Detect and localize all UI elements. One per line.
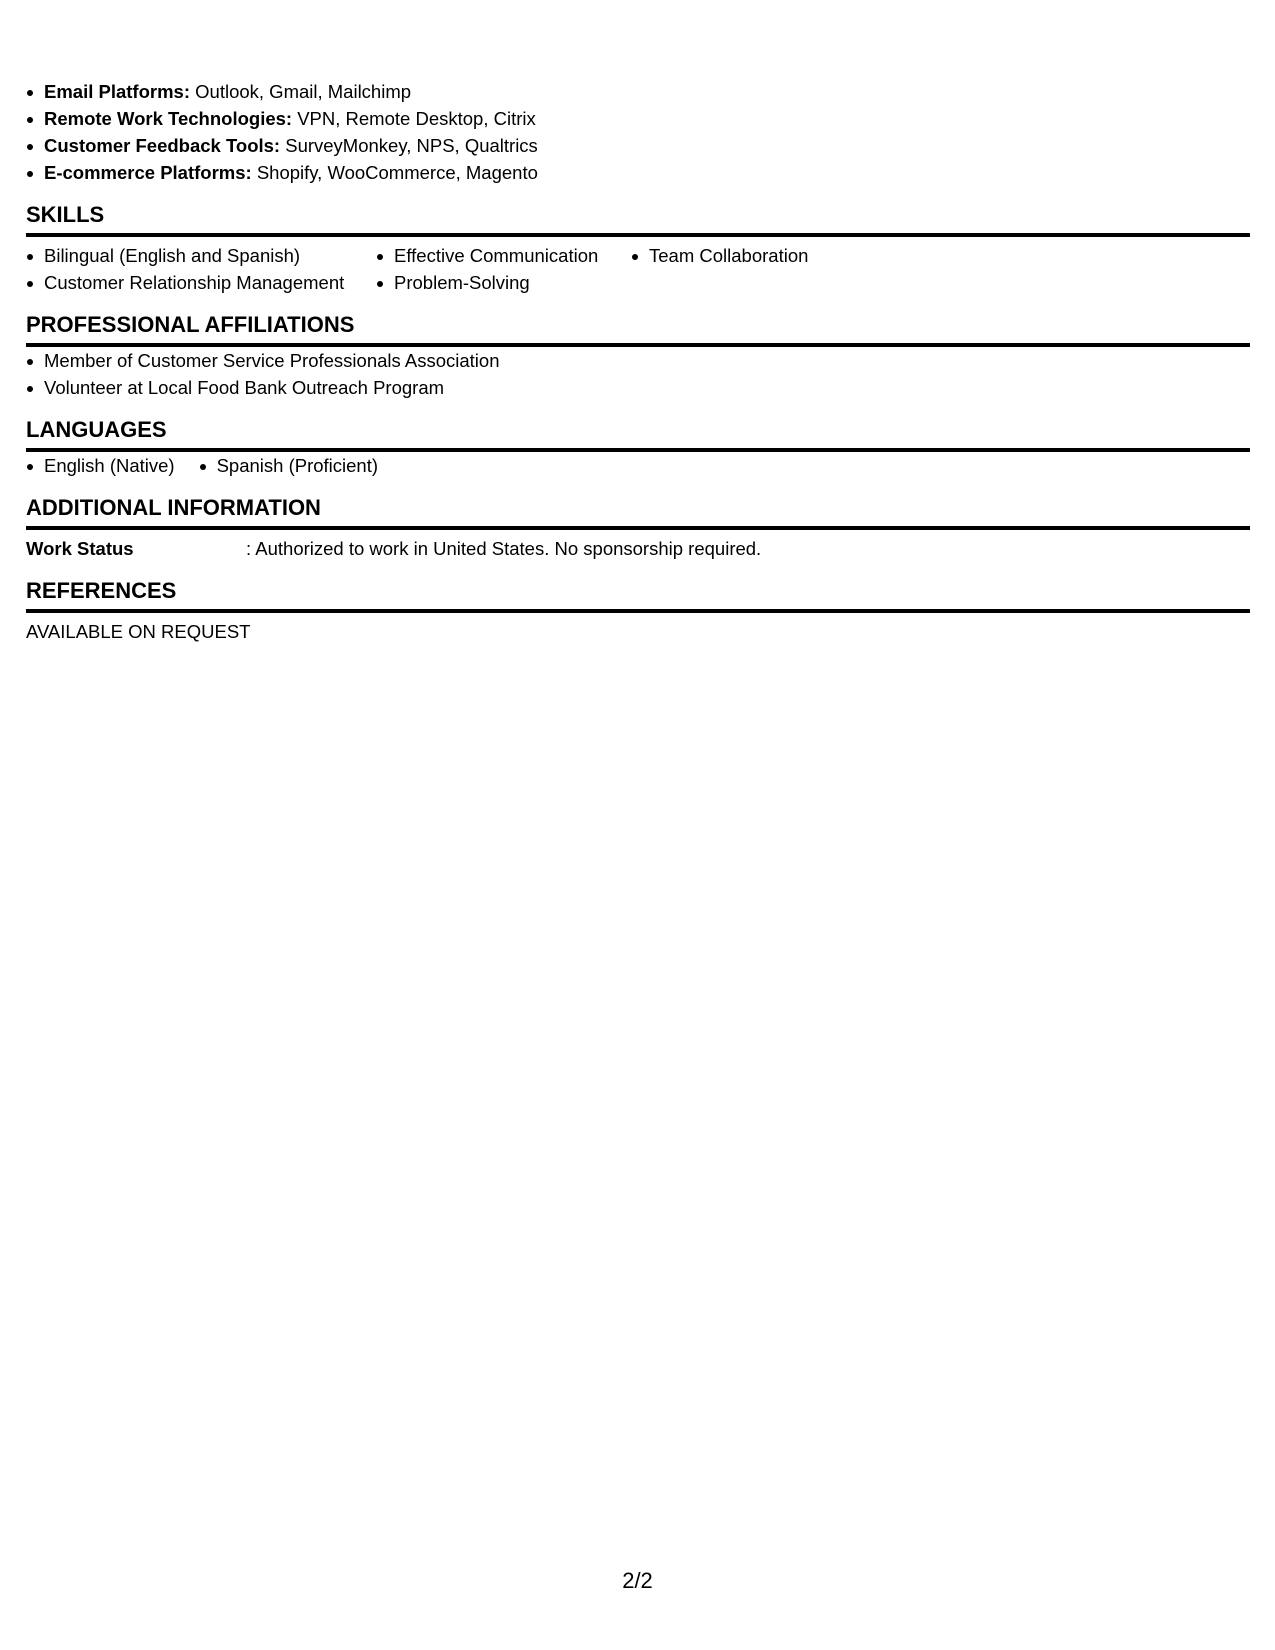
tool-label: Email Platforms:	[44, 81, 190, 102]
tool-label: Customer Feedback Tools:	[44, 135, 281, 156]
affiliations-list	[26, 347, 1250, 401]
list-item: Spanish (Proficient)	[199, 452, 378, 479]
tool-label: Remote Work Technologies:	[44, 108, 293, 129]
resume-page	[26, 78, 1250, 645]
tool-label: E-commerce Platforms:	[44, 162, 252, 183]
page-number: 2/2	[622, 1568, 653, 1593]
tool-value: SurveyMonkey, NPS, Qualtrics	[280, 135, 538, 156]
tool-value: Shopify, WooCommerce, Magento	[251, 162, 538, 183]
references-text: AVAILABLE ON REQUEST	[26, 621, 251, 642]
list-item	[26, 159, 1250, 186]
list-item: Bilingual (English and Spanish)	[26, 242, 376, 269]
languages-list	[26, 452, 1250, 479]
tools-list	[26, 78, 1250, 186]
languages-heading: LANGUAGES	[26, 416, 1250, 452]
list-item: Volunteer at Local Food Bank Outreach Program	[26, 374, 1250, 401]
list-item: Problem-Solving	[376, 269, 631, 296]
list-item: English (Native)	[26, 452, 175, 479]
list-item: Member of Customer Service Professionals Association	[26, 347, 1250, 374]
skills-column	[631, 242, 871, 296]
skills-list	[26, 242, 1250, 296]
list-item	[26, 132, 1250, 159]
list-item	[26, 105, 1250, 132]
work-status-value: : Authorized to work in United States. No sponsorship required.	[246, 538, 762, 559]
list-item: Team Collaboration	[631, 242, 871, 269]
skills-heading: SKILLS	[26, 201, 1250, 237]
work-status-row	[26, 535, 1250, 562]
tool-value: VPN, Remote Desktop, Citrix	[292, 108, 536, 129]
affiliations-heading: PROFESSIONAL AFFILIATIONS	[26, 311, 1250, 347]
skills-column	[376, 242, 631, 296]
work-status-label: Work Status	[26, 538, 134, 559]
additional-info-heading: ADDITIONAL INFORMATION	[26, 494, 1250, 530]
skills-column	[26, 242, 376, 296]
tool-value: Outlook, Gmail, Mailchimp	[190, 81, 412, 102]
references-heading: REFERENCES	[26, 577, 1250, 613]
list-item: Effective Communication	[376, 242, 631, 269]
list-item: Customer Relationship Management	[26, 269, 376, 296]
list-item	[26, 78, 1250, 105]
